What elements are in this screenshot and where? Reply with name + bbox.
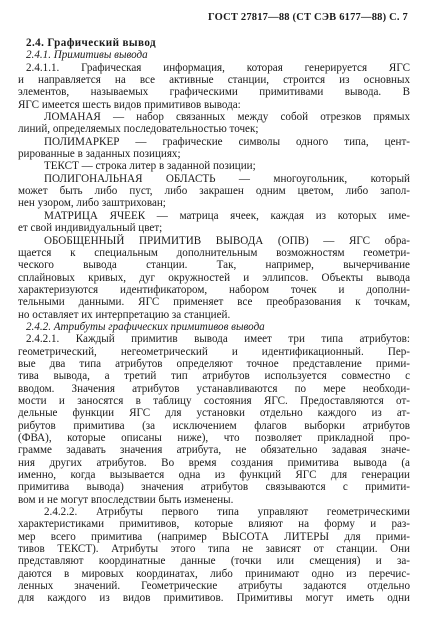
text-line: вводом. Значения атрибутов устанавливаются по мере необходи- <box>18 382 410 395</box>
text-line: 2.4. Графический вывод <box>26 37 156 49</box>
text-line: ЛОМАНАЯ — набор связанных между собой отрезков прямых <box>44 111 410 124</box>
text-line: вые два типа атрибутов определяют точное представление прими- <box>18 357 410 370</box>
text-line: грамме задавать значения атрибута, не обязательно задавая значе- <box>18 444 410 457</box>
text-line: и направляется на все активные станции, строится из основных <box>18 74 410 87</box>
text-line: нен узором, либо заштрихован; <box>18 197 166 210</box>
body-text <box>18 37 410 605</box>
text-line: МАТРИЦА ЯЧЕЕК — матрица ячеек, каждая из которых име- <box>44 209 410 222</box>
text-line: может быть либо пуст, либо закрашен одним цветом, либо запол- <box>18 185 410 198</box>
text-line: 2.4.1. Примитивы вывода <box>26 49 148 62</box>
text-line: 2.4.1.1. Графическая информация, которая генерируется ЯГС <box>26 61 410 74</box>
page-header: ГОСТ 27817—88 (СТ СЭВ 6177—88) С. 7 <box>207 12 408 23</box>
text-line: 2.4.2.1. Каждый примитив вывода имеет три типа атрибутов: <box>26 333 410 346</box>
text-line: но оставляет их интерпретацию за станцией. <box>18 308 231 321</box>
text-line: 2.4.2. Атрибуты графических примитивов вывода <box>26 320 265 333</box>
text-line: ПОЛИГОНАЛЬНАЯ ОБЛАСТЬ — многоугольник, который <box>44 172 410 185</box>
text-line: ческого вывода станции. Так, например, вычерчивание <box>18 259 410 272</box>
text-line: вом и не могут впоследствии быть изменены. <box>18 493 234 506</box>
text-line: рированные в заданных позициях; <box>18 148 181 161</box>
text-line: ет свой индивидуальный цвет; <box>18 222 163 235</box>
text-line: даются в мировых координатах, либо принимают одно из перечис- <box>18 567 410 580</box>
text-line: именно, когда вызывается одна из функций ЯГС для генерации <box>18 469 410 482</box>
text-line: геометрический, негеометрический и идентификационный. Пер- <box>18 345 410 358</box>
text-line: мер всего примитива (например ВЫСОТА ЛИТЕРЫ для прими- <box>18 530 410 543</box>
text-line: тивов ТЕКСТ). Атрибуты этого типа не зависят от станции. Они <box>18 543 410 556</box>
text-line: тива вывода, а третий тип атрибутов используется совместно с <box>18 370 410 383</box>
text-line: мости и заносятся в таблицу состояния ЯГС. Предоставляются от- <box>18 394 410 407</box>
text-line: рибутов примитива (за исключением флагов выборки атрибутов <box>18 419 410 432</box>
text-line: характеристиками примитивов, которые влияют на форму и раз- <box>18 518 410 531</box>
text-line: тельными данными. ЯГС применяет все преобразования к точкам, <box>18 296 410 309</box>
text-line: примитива вывода) значения атрибутов связываются с примити- <box>18 481 410 494</box>
text-line: щается к специальным дополнительным возможностям геометри- <box>18 246 410 259</box>
text-line: ленных значений. Геометрические атрибуты задаются отдельно <box>18 580 410 593</box>
text-line: ЯГС имеется шесть видов примитивов вывода: <box>18 98 241 111</box>
text-line: ния других атрибутов. Во время создания примитива вывода (а <box>18 456 410 469</box>
text-line: линий, определяемых последовательностью точек; <box>18 123 259 136</box>
text-line: дельные функции ЯГС для установки отдельно каждого из ат- <box>18 407 410 420</box>
text-line: (ФВА), которые описаны ниже), что позволяет прикладной про- <box>18 432 410 444</box>
text-line: ОБОБЩЕННЫЙ ПРИМИТИВ ВЫВОДА (ОПВ) — ЯГС обра- <box>44 234 410 247</box>
text-line: элементов, называемых графическими примитивами вывода. В <box>18 86 410 99</box>
text-line: сплайновых кривых, дуг окружностей и эллипсов. Объекты вывода <box>18 271 410 284</box>
text-line: ТЕКСТ — строка литер в заданной позиции; <box>44 160 256 173</box>
text-line: для каждого из видов примитивов. Примитивы могут иметь одни <box>18 592 410 605</box>
text-line: характеризуются идентификатором, набором точек и дополни- <box>18 283 410 296</box>
text-line: ПОЛИМАРКЕР — графические символы одного типа, цент- <box>44 135 410 148</box>
text-line: представляют координатные данные (точки или смещения) и за- <box>18 555 410 568</box>
text-line: 2.4.2.2. Атрибуты первого типа управляют геометрическими <box>44 506 410 519</box>
